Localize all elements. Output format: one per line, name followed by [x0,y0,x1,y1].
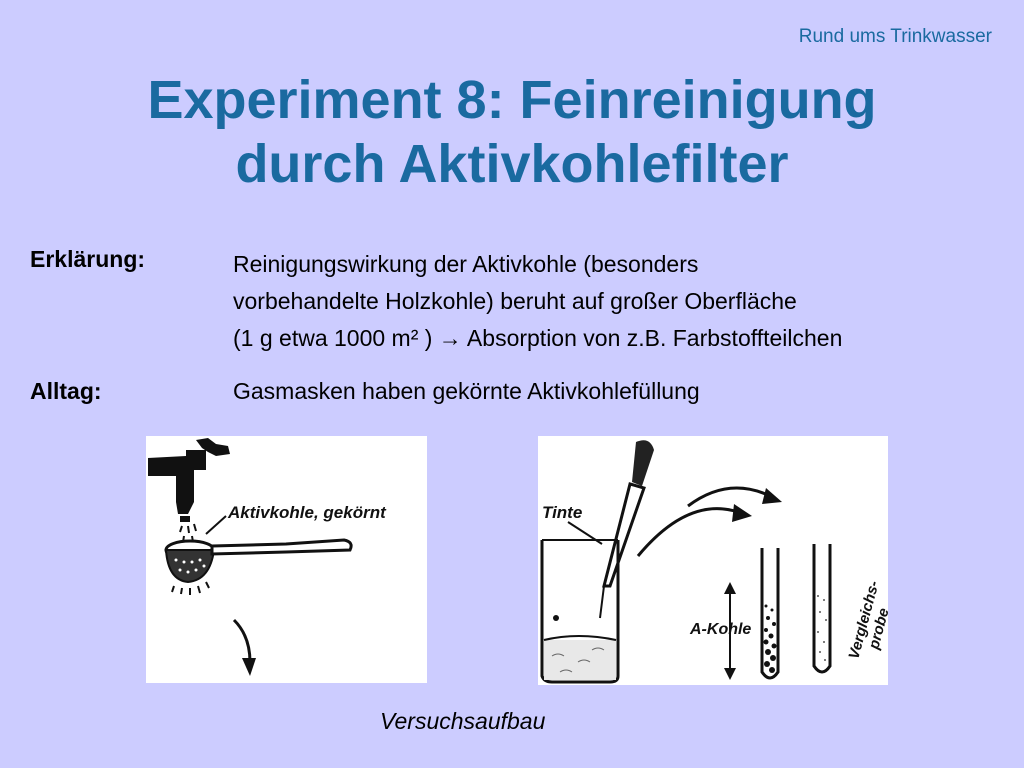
faucet-nozzle [180,516,190,522]
slide-title [0,68,1024,196]
figure-right [538,436,888,685]
label-leader-line [206,516,226,534]
water-drops [180,524,196,542]
liquid-surface [544,636,616,640]
erklaerung-line-1: Reinigungswirkung der Aktivkohle (besonders [233,251,699,277]
erklaerung-label: Erklärung: [30,246,146,272]
pipette-bulb [632,440,654,486]
curved-arrow-1 [638,509,738,556]
curved-arrow-2 [688,488,770,506]
range-arrow-down [724,668,736,680]
faucet-body [148,450,206,514]
pipette-tip [600,586,604,618]
faucet-sieve-illustration [146,436,427,683]
alltag-label: Alltag: [30,378,102,404]
down-arrow-icon [234,620,250,662]
erklaerung-line-3: (1 g etwa 1000 m² ) → Absorption von z.B. Farbstoffteilchen [233,325,843,351]
label-comparison-2: probe [865,606,888,652]
ink-drop [553,615,559,621]
label-comparison-1: Vergleichs- [845,579,883,662]
label-ink: Tinte [542,503,583,522]
test-tube-comparison [814,544,830,672]
sieve-bowl [166,550,214,582]
title-line-1: Experiment 8: Feinreinigung [147,70,877,130]
beaker-tubes-illustration [538,436,888,685]
title-line-2: durch Aktivkohlefilter [235,134,789,194]
label-activated-carbon: A-Kohle [690,621,752,638]
sieve-handle [212,540,351,554]
range-arrow-up [724,582,736,594]
down-arrow-head [242,658,256,676]
figure-left [146,436,427,683]
beaker-liquid [544,640,616,680]
alltag-text: Gasmasken haben gekörnte Aktivkohlefüllung [233,378,700,404]
curved-arrow-1-head [732,504,752,522]
pipette-tube [604,484,644,586]
header-note: Rund ums Trinkwasser [798,26,992,47]
filtered-drops [172,582,209,595]
erklaerung-line-2: vorbehandelte Holzkohle) beruht auf großer Oberfläche [233,288,797,314]
figure-caption: Versuchsaufbau [380,708,546,734]
erklaerung-text [233,246,842,357]
curved-arrow-2-head [762,488,782,504]
label-activated-charcoal: Aktivkohle, gekörnt [228,503,386,522]
